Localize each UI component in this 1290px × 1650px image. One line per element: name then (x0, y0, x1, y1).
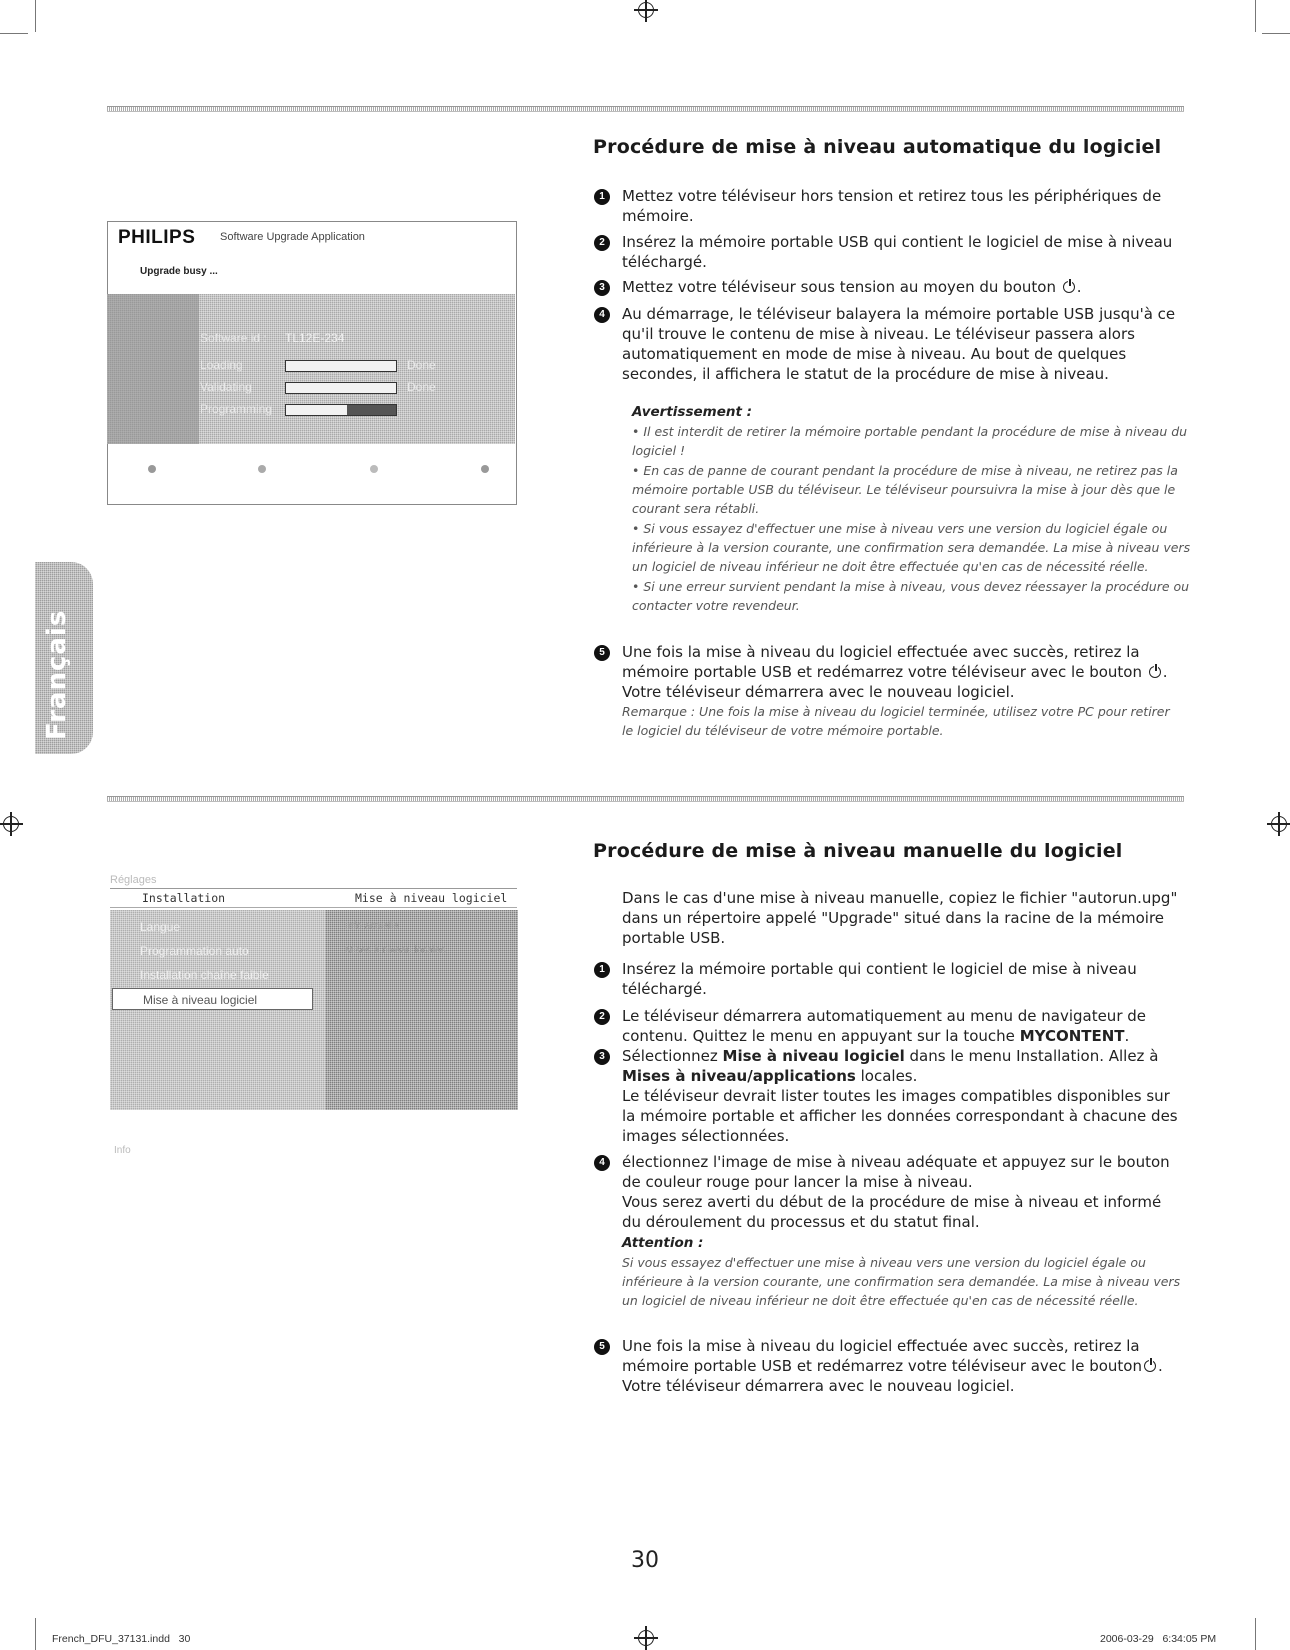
app-title: Software Upgrade Application (220, 231, 365, 243)
submenu-panel (325, 910, 518, 1110)
step-text: Insérez la mémoire portable USB qui contient le logiciel de mise à niveau téléchargé. (622, 233, 1173, 271)
philips-logo: PHILIPS (118, 227, 196, 248)
submenu-item[interactable]: Info actuelle (345, 921, 399, 932)
manual-step-3-text-e: locales. (860, 1067, 918, 1085)
blue-key-icon (481, 465, 489, 473)
manual-step-5-text-b: Votre téléviseur démarrera avec le nouveau logiciel. (622, 1377, 1015, 1395)
crop-mark (1255, 1618, 1256, 1650)
warning-item: • Il est interdit de retirer la mémoire portable pendant la procédure de mise à niveau du logiciel ! (632, 424, 1188, 458)
warning-block (632, 403, 1192, 616)
mycontent-key: MYCONTENT (1019, 1027, 1125, 1045)
manual-step-1: Insérez la mémoire portable qui contient le logiciel de mise à niveau téléchargé. (622, 960, 1137, 998)
step-number: 3 (594, 1049, 610, 1065)
language-tab-label: Français (42, 609, 72, 740)
manual-step-4-text-a: électionnez l'image de mise à niveau adéquate et appuyez sur le bouton de couleur rouge pour lancer la mise à niveau. (622, 1153, 1170, 1191)
red-key-icon (148, 465, 156, 473)
crop-mark (35, 1618, 36, 1650)
power-icon (1144, 1360, 1156, 1372)
manual-step-3-text-a: Sélectionnez (622, 1047, 718, 1065)
progress-label: Programming (200, 402, 273, 416)
footer-file: French_DFU_37131.indd 30 (52, 1633, 191, 1645)
progress-status: Done (407, 358, 436, 372)
attention-text: Si vous essayez d'effectuer une mise à niveau vers une version du logiciel égale ou inférieure à la version courante, une confirmation sera demandée. La mise à niveau vers un logiciel de niveau inférieur ne doit être effectuée qu'en cas de nécessité réelle. (622, 1255, 1181, 1308)
step-5-text: Une fois la mise à niveau du logiciel effectuée avec succès, retirez la mémoire portable USB et redémarrez votre téléviseur avec le bouton (622, 643, 1142, 681)
progress-label: Loading (200, 358, 243, 372)
manual-step-4-text-b: Vous serez averti du début de la procédure de mise à niveau et informé du déroulement du processus et du statut final. (622, 1193, 1162, 1231)
crop-mark (35, 0, 36, 32)
registration-mark-icon (3, 816, 19, 832)
power-icon (1063, 281, 1075, 293)
step-number: 4 (594, 1155, 610, 1171)
step-3: Mettez votre téléviseur sous tension au moyen du bouton . (622, 278, 1082, 296)
step-5-text-b: Votre téléviseur démarrera avec le nouveau logiciel. (622, 683, 1015, 701)
remark: Remarque : Une fois la mise à niveau du logiciel terminée, utilisez votre PC pour retirer le logiciel du téléviseur de votre mémoire portable. (622, 704, 1170, 738)
step-number: 5 (594, 645, 610, 661)
footer-timestamp: 2006-03-29 6:34:05 PM (1100, 1633, 1217, 1645)
progress-bar (285, 404, 397, 416)
language-tab (35, 562, 93, 754)
column-installation: Installation (142, 891, 226, 905)
yellow-key-icon (370, 465, 378, 473)
menu-item[interactable]: Programmation auto (140, 944, 249, 958)
step-5: Une fois la mise à niveau du logiciel effectuée avec succès, retirez la mémoire portable USB et redémarrez votre téléviseur avec le bouton . Votre téléviseur démarrera avec le nouveau logiciel. (622, 643, 1168, 701)
step-text: Mettez votre téléviseur hors tension et retirez tous les périphériques de mémoire. (622, 187, 1162, 225)
info-label: Info (114, 1145, 131, 1156)
progress-fill (286, 361, 396, 371)
manual-step-3-text-d: Mises à niveau/applications (622, 1067, 856, 1085)
manual-step-5: Une fois la mise à niveau du logiciel effectuée avec succès, retirez la mémoire portable USB et redémarrez votre téléviseur avec le bouton . Votre téléviseur démarrera avec le nouveau logiciel. (622, 1337, 1163, 1395)
progress-status: Done (407, 380, 436, 394)
power-icon (1149, 666, 1161, 678)
settings-screen (110, 874, 518, 1164)
software-id-label: Software id : (200, 331, 267, 345)
crop-mark (0, 33, 28, 34)
warning-item: • En cas de panne de courant pendant la procédure de mise à niveau, ne retirez pas la mémoire portable USB du téléviseur. Le téléviseur poursuivra la mise à jour dès que le courant sera rétabli. (632, 463, 1178, 516)
progress-bar (285, 360, 397, 372)
step-number: 1 (594, 189, 610, 205)
manual-step-3-text-c: dans le menu Installation. Allez à (909, 1047, 1159, 1065)
upgrade-screen (107, 221, 517, 505)
upgrade-panel (107, 294, 515, 444)
step-number: 4 (594, 307, 610, 323)
settings-header: Réglages (110, 874, 157, 886)
step-1 (622, 186, 1182, 226)
manual-step-2: Le téléviseur démarrera automatiquement au menu de navigateur de contenu. Quittez le menu en appuyant sur la touche MYCONTENT. (622, 1007, 1147, 1045)
crop-mark (1255, 0, 1256, 32)
registration-mark-icon (638, 2, 654, 18)
step-2 (622, 232, 1182, 272)
manual-step-3-text-f: Le téléviseur devrait lister toutes les images compatibles disponibles sur la mémoire portable et afficher les données correspondant à chacune des images sélectionnées. (622, 1087, 1178, 1145)
menu-item[interactable]: Langue (140, 920, 181, 934)
step-number: 1 (594, 962, 610, 978)
manual-step-4 (622, 1152, 1182, 1232)
submenu-item[interactable]: Mises à niveau locales (345, 945, 446, 956)
menu-list (110, 910, 325, 1110)
progress-bar (285, 382, 397, 394)
attention-title: Attention : (622, 1235, 704, 1251)
software-id-value: TL12E-234 (285, 331, 345, 345)
manual-step-3-text-b: Mise à niveau logiciel (722, 1047, 905, 1065)
manual-step-5-text-a: Une fois la mise à niveau du logiciel effectuée avec succès, retirez la mémoire portable USB et redémarrez votre téléviseur avec le bouton (622, 1337, 1142, 1375)
green-key-icon (258, 465, 266, 473)
manual-step-2-text: Le téléviseur démarrera automatiquement au menu de navigateur de contenu. Quittez le menu en appuyant sur la touche (622, 1007, 1147, 1045)
intro: Dans le cas d'une mise à niveau manuelle, copiez le fichier "autorun.upg" dans un répertoire appelé "Upgrade" situé dans la racine de la mémoire portable USB. (622, 889, 1178, 947)
step-number: 3 (594, 280, 610, 296)
step-number: 2 (594, 1009, 610, 1025)
section-divider (107, 796, 1184, 802)
warning-item: • Si vous essayez d'effectuer une mise à niveau vers une version du logiciel égale ou inférieure à la version courante, une confirmation sera demandée. La mise à niveau vers un logiciel de niveau inférieur ne doit être effectuée qu'en cas de nécessité réelle. (632, 521, 1191, 574)
step-text: Au démarrage, le téléviseur balayera la mémoire portable USB jusqu'à ce qu'il trouve le contenu de mise à niveau. Le téléviseur passera alors automatiquement en mode de mise à niveau. Au bout de quelques secondes, il affichera le statut de la procédure de mise à niveau. (622, 305, 1176, 383)
registration-mark-icon (1271, 816, 1287, 832)
section-divider (107, 106, 1184, 112)
progress-fill (286, 383, 396, 393)
manual-step-3 (622, 1046, 1182, 1146)
menu-item-selected[interactable]: Mise à niveau logiciel (112, 988, 313, 1010)
page-number: 30 (631, 1548, 659, 1573)
step-text: Mettez votre téléviseur sous tension au moyen du bouton (622, 278, 1056, 296)
progress-fill (286, 405, 347, 415)
column-upgrade: Mise à niveau logiciel (355, 891, 508, 905)
progress-label: Validating (200, 380, 252, 394)
crop-mark (1262, 33, 1290, 34)
step-number: 5 (594, 1339, 610, 1355)
section-title-auto: Procédure de mise à niveau automatique du logiciel (593, 136, 1162, 158)
registration-mark-icon (638, 1630, 654, 1646)
warning-title: Avertissement : (632, 404, 753, 420)
step-4 (622, 304, 1182, 384)
attention-block (622, 1234, 1192, 1310)
step-number: 2 (594, 235, 610, 251)
section-title-manual: Procédure de mise à niveau manuelle du logiciel (593, 840, 1123, 862)
menu-item[interactable]: Installation chaîne faible (140, 968, 269, 982)
upgrade-status: Upgrade busy ... (140, 266, 218, 277)
warning-item: • Si une erreur survient pendant la mise à niveau, vous devez réessayer la procédure ou contacter votre revendeur. (632, 579, 1190, 613)
